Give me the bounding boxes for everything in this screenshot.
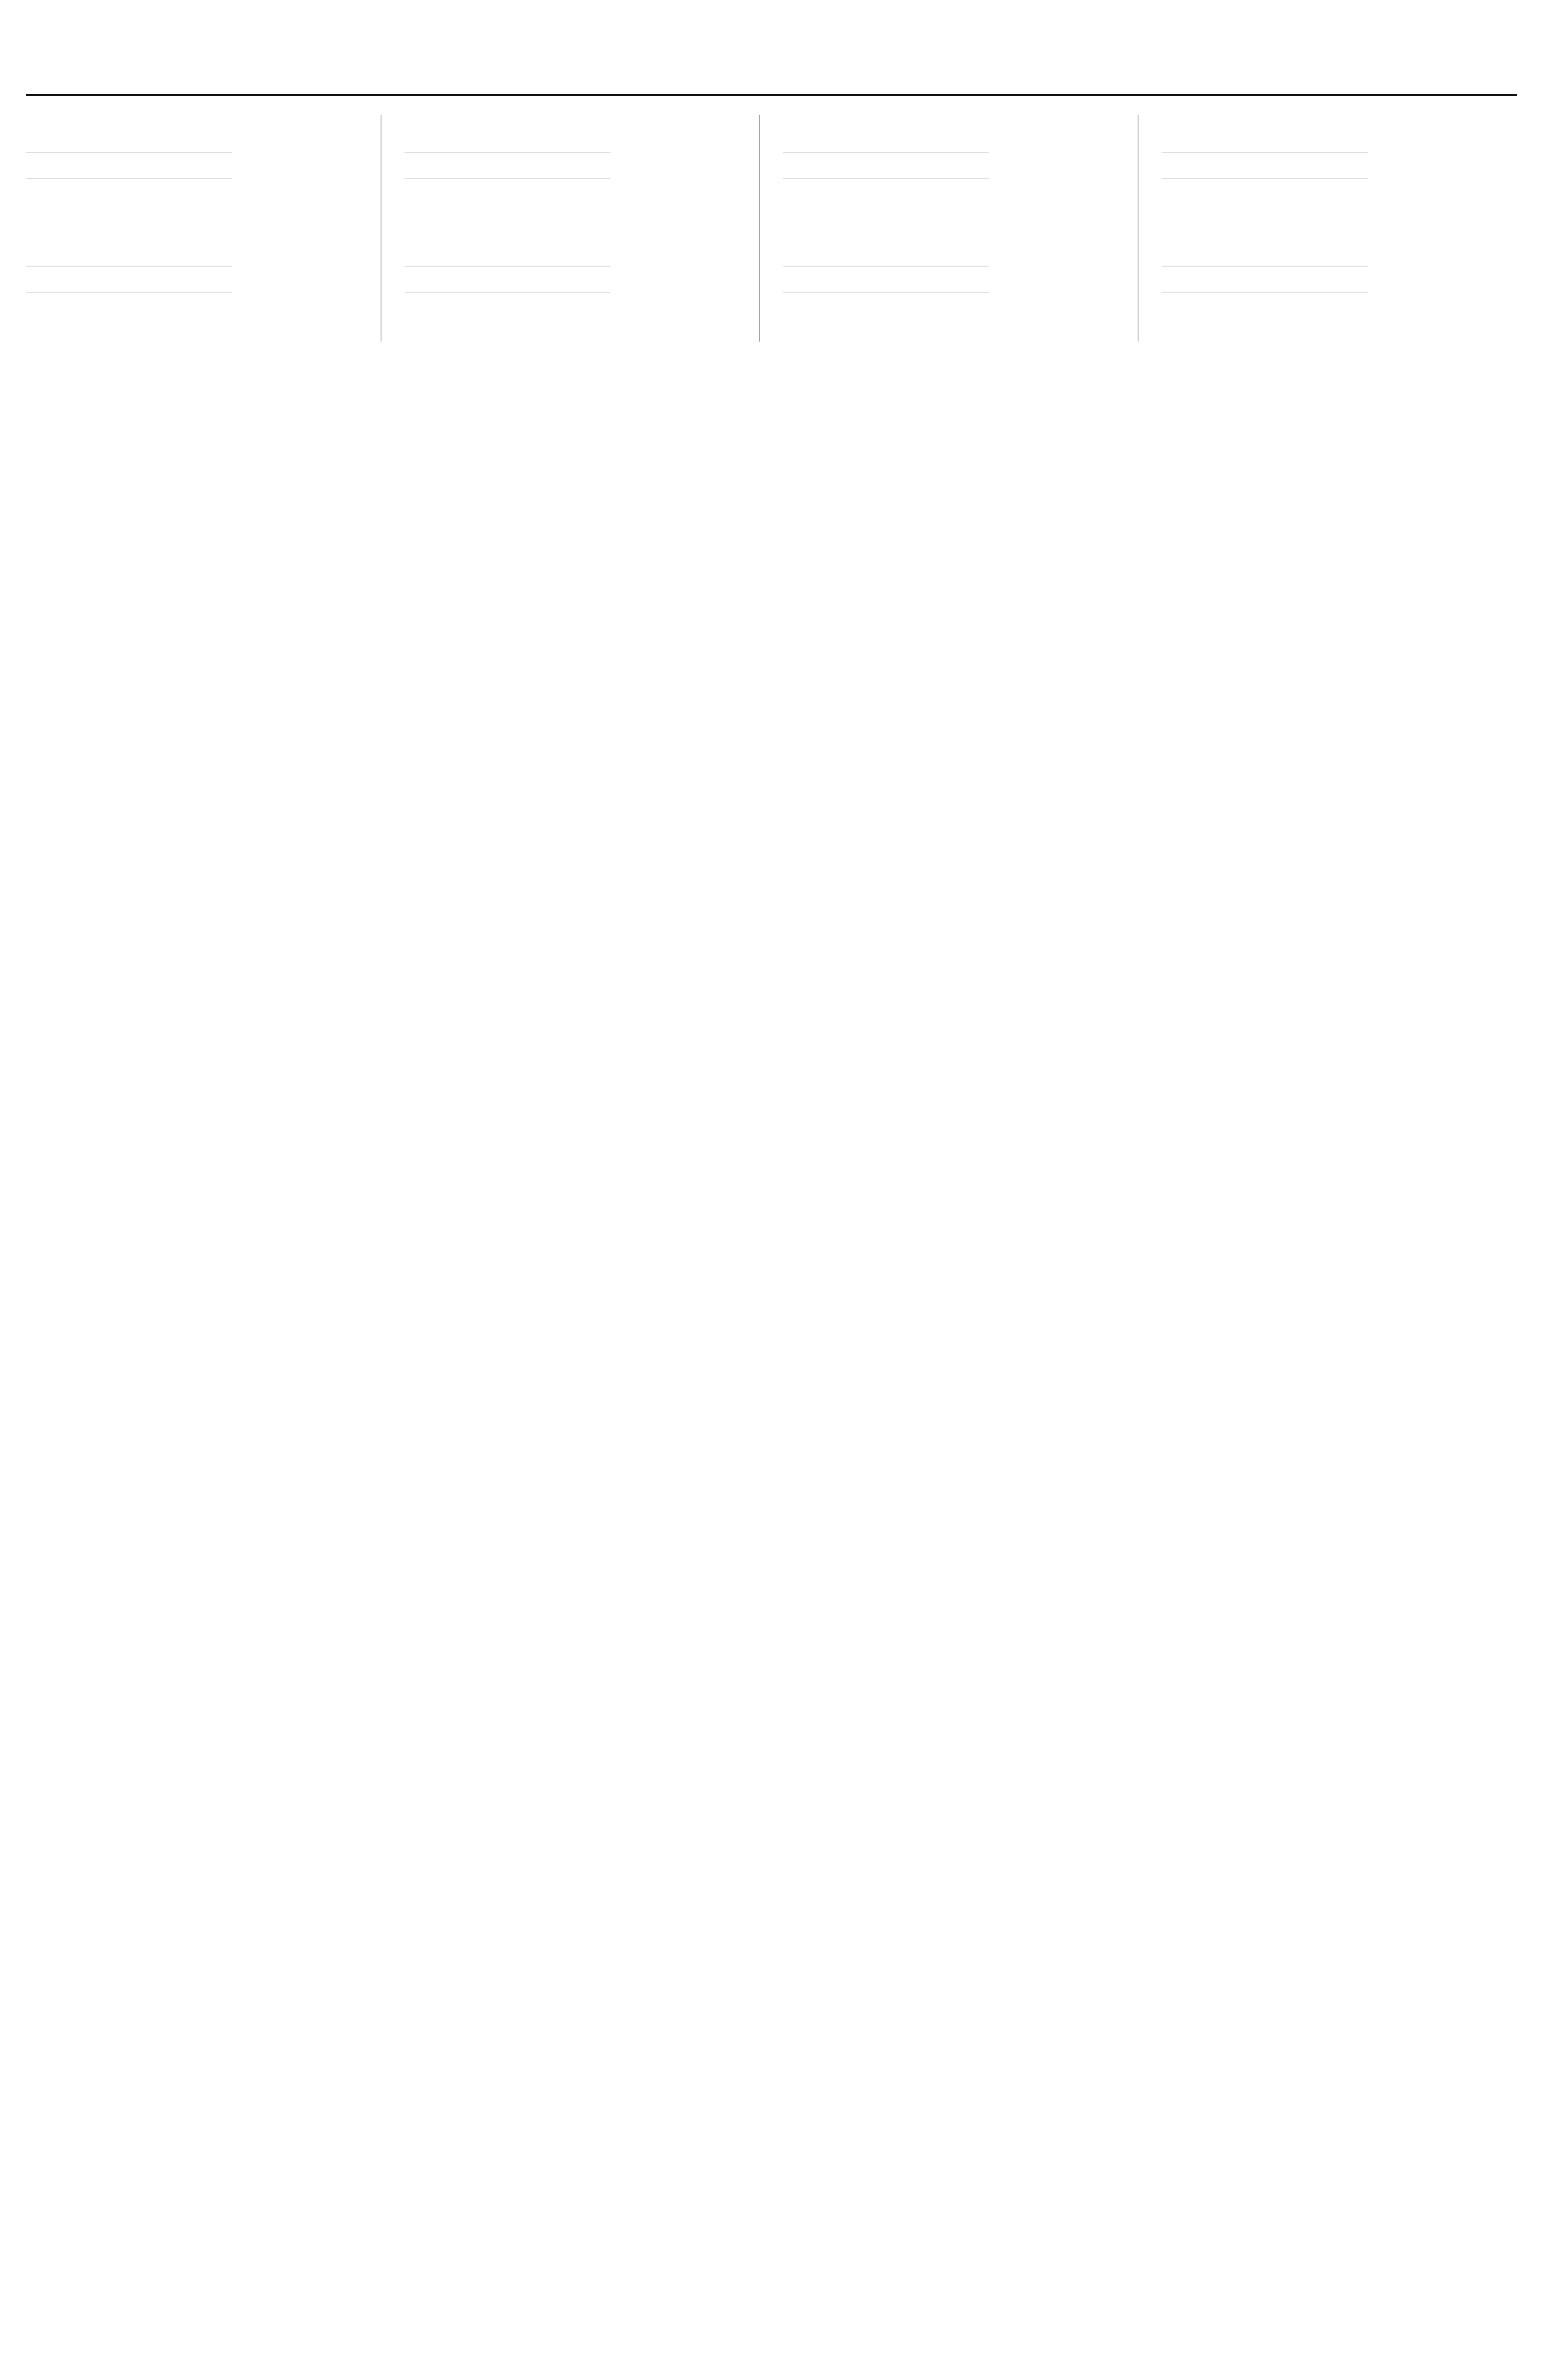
branch-section	[1162, 228, 1505, 317]
co-officers-line	[405, 277, 748, 298]
officer-line	[1162, 251, 1505, 272]
co-officers-line	[405, 164, 748, 184]
branch-heading	[405, 228, 748, 244]
column	[405, 115, 760, 342]
booth-heading	[26, 304, 369, 317]
co-officers-text	[26, 277, 232, 293]
co-officers-text	[783, 277, 989, 293]
branch-heading	[783, 228, 1126, 244]
officer-text	[26, 251, 232, 267]
officer-line	[1162, 138, 1505, 158]
officer-line	[26, 138, 369, 158]
branch-section	[1162, 115, 1505, 204]
booth-heading	[783, 191, 1126, 204]
branch-section	[405, 228, 748, 317]
co-officers-text	[405, 164, 610, 179]
branch-section	[783, 115, 1126, 204]
branch-section	[26, 228, 369, 317]
co-officers-text	[783, 164, 989, 179]
officer-line	[783, 251, 1126, 272]
branch-section	[783, 228, 1126, 317]
booth-heading	[26, 191, 369, 204]
co-officers-text	[26, 164, 232, 179]
branch-heading	[26, 228, 369, 244]
co-officers-line	[1162, 164, 1505, 184]
officer-text	[1162, 138, 1368, 153]
co-officers-line	[26, 164, 369, 184]
officer-text	[405, 138, 610, 153]
booth-heading	[405, 191, 748, 204]
officer-text	[1162, 251, 1368, 267]
officer-line	[405, 251, 748, 272]
branch-section	[26, 115, 369, 204]
branch-section	[405, 115, 748, 204]
booth-heading	[1162, 191, 1505, 204]
co-officers-line	[26, 277, 369, 298]
column	[1162, 115, 1517, 342]
officer-text	[405, 251, 610, 267]
co-officers-line	[783, 277, 1126, 298]
booth-heading	[1162, 304, 1505, 317]
co-officers-text	[1162, 164, 1368, 179]
column	[26, 115, 381, 342]
co-officers-text	[405, 277, 610, 293]
officer-line	[26, 251, 369, 272]
co-officers-line	[783, 164, 1126, 184]
branch-heading	[783, 115, 1126, 131]
branch-heading	[1162, 228, 1505, 244]
officer-line	[783, 138, 1126, 158]
officer-line	[405, 138, 748, 158]
officer-text	[26, 138, 232, 153]
officer-text	[783, 251, 989, 267]
column-grid	[26, 115, 1517, 342]
booth-heading	[405, 304, 748, 317]
column	[783, 115, 1138, 342]
co-officers-text	[1162, 277, 1368, 293]
booth-heading	[783, 304, 1126, 317]
masthead	[26, 51, 1517, 96]
branch-heading	[1162, 115, 1505, 131]
branch-heading	[26, 115, 369, 131]
branch-heading	[405, 115, 748, 131]
co-officers-line	[1162, 277, 1505, 298]
officer-text	[783, 138, 989, 153]
